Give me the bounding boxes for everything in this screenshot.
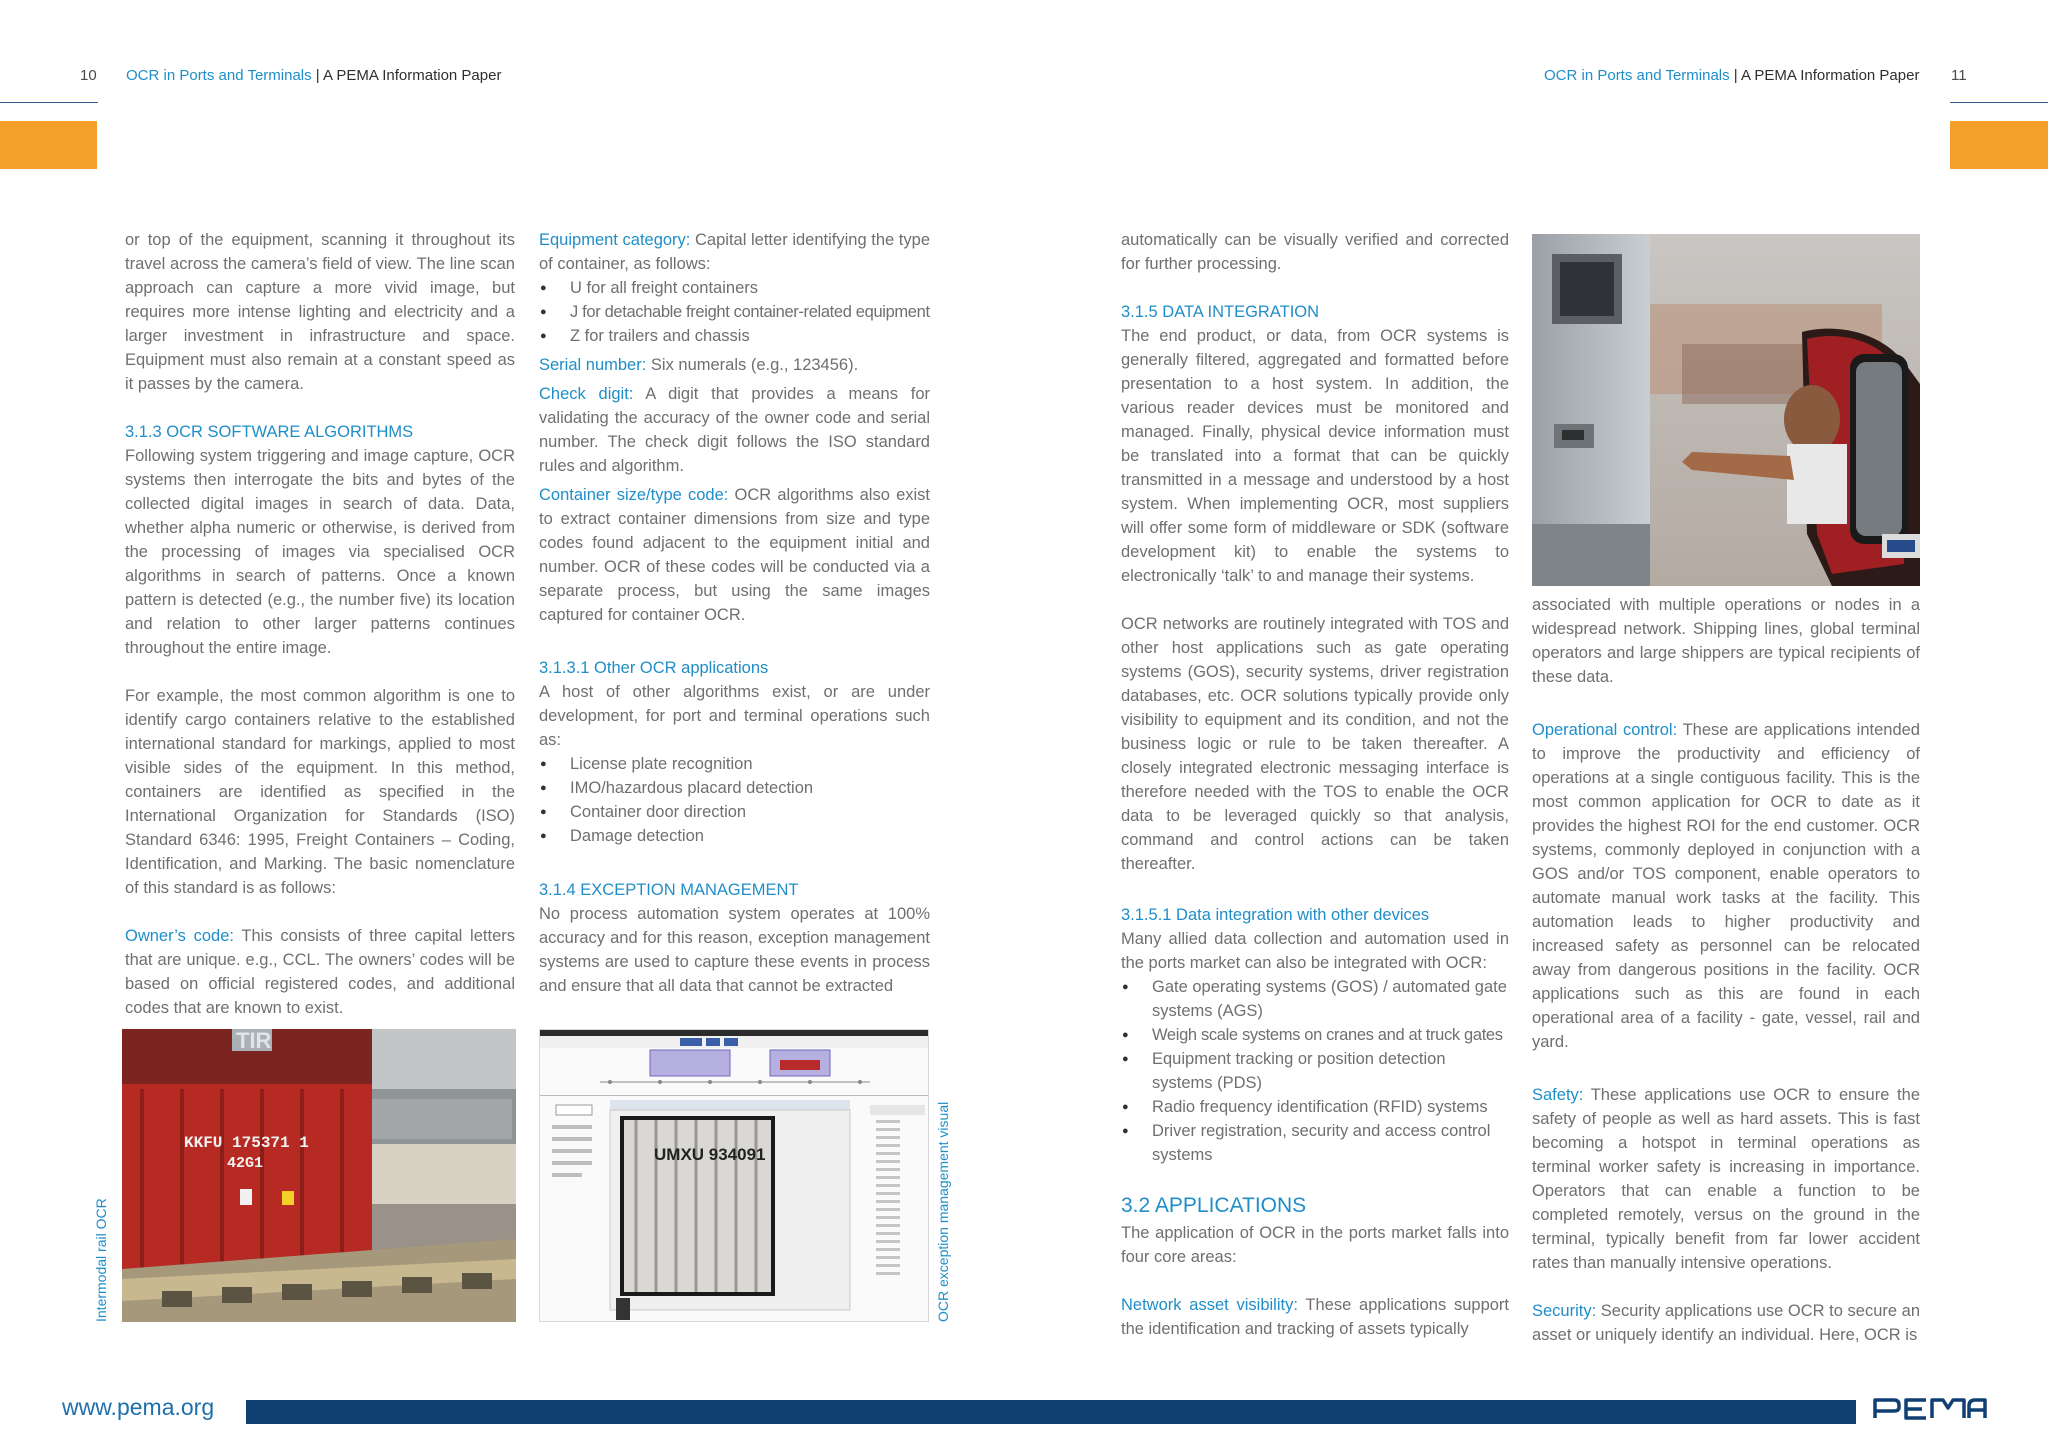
safety-paragraph [1532,1083,1920,1275]
list-item: ● Gate operating systems (GOS) / automated gate systems (AGS) [1121,975,1509,1023]
equipment-category-term: Equipment category: [539,231,691,249]
exception-management-screenshot [539,1029,929,1322]
right-running-title-dark: | A PEMA Information Paper [1729,67,1920,84]
operational-control-text: These are applications intended to improve the productivity and efficiency of operations at a single contiguous facility. This is the most common application for OCR to date as it provides the highest ROI for the end customer. OCR systems, commonly deployed in conjunction with a GOS and/or TOS component, enable operators to automate manual work tasks at the facility. This automation leads to higher productivity and increased safety as personnel can be relocated away from dangerous positions in the facility. OCR applications such as this are found in each operational area of a facility - gate, vessel, rail and yard. [1532,721,1920,1051]
list-item: ● IMO/hazardous placard detection [539,776,930,800]
exception-text: No process automation system operates at 100% accuracy and for this reason, exception management systems are used to capture these events in process and ensure that all data that cannot be extracted [539,905,930,995]
list-item: ● Container door direction [539,800,930,824]
exception-management-image [540,1030,929,1322]
heading-3-2: 3.2 APPLICATIONS [1121,1194,1307,1217]
owner-code-paragraph [125,924,515,1020]
left-header-rule [0,102,98,103]
col1-paragraph-3: For example, the most common algorithm is one to identify cargo containers relative to the established international standard for markings, applied to most visible sides of the equipment. In this method, containers are identified as specified in the International Organization for Standards (ISO) Standard 6346: 1995, Freight Containers – Coding, Identification, and Marking. The basic nomenclature of this standard is as follows: [125,687,515,897]
right-running-title-blue: OCR in Ports and Terminals [1544,67,1730,84]
left-running-title [126,67,501,84]
other-ocr-text: A host of other algorithms exist, or are under development, for port and terminal operations such as: [539,683,930,749]
check-digit-paragraph [539,382,930,478]
heading-3-1-3-1: 3.1.3.1 Other OCR applications [539,659,769,677]
rail-container-code: KKFU 175371 1 [184,1134,309,1152]
owner-code-term: Owner’s code: [125,927,234,945]
check-digit-term: Check digit: [539,385,634,403]
check-digit-text: A digit that provides a means for validating the accuracy of the owner code and serial number. The check digit follows the ISO standard rules and algorithm. [539,385,930,475]
column-4 [1532,593,1920,1347]
list-item: ● Driver registration, security and access control systems [1121,1119,1509,1167]
container-size-paragraph [539,483,930,627]
col3-paragraph-3: OCR networks are routinely integrated with TOS and other host applications such as gate operating systems (GOS), security systems, driver registration databases, etc. OCR solutions typically provide only visibility to equipment and its condition, and not the business logic or rule to be taken thereafter. A closely integrated electronic messaging interface is therefore needed with the TOS to enable the OCR data to be leveraged quickly so that analysis, command and control actions can be taken thereafter. [1121,615,1509,873]
col4-paragraph-1: associated with multiple operations or nodes in a widespread network. Shipping lines, global terminal operators and large shippers are typical recipients of these data. [1532,596,1920,686]
network-asset-term: Network asset visibility: [1121,1296,1298,1314]
equipment-category-paragraph [539,228,930,276]
col1-paragraph-1: or top of the equipment, scanning it throughout its travel across the camera’s field of view. The line scan approach can capture a more vivid image, but requires more intense lighting and electricity and a larger investment in infrastructure and space. Equipment must also remain at a constant speed as it passes by the camera. [125,231,515,393]
list-item: ● Damage detection [539,824,930,848]
equipment-category-text: Capital letter identifying the type of container, as follows: [539,231,930,273]
column-3 [1121,228,1509,1341]
right-running-title [1544,67,1919,84]
col3-paragraph-1: automatically can be visually verified and corrected for further processing. [1121,231,1509,273]
right-orange-tab [1950,121,2048,169]
column-2 [539,228,930,998]
safety-text: These applications use OCR to ensure the safety of people as well as hard assets. This is fast becoming a hotspot in terminal operations as terminal worker safety is increasing in importance. Operators that can enable a function to be completed remotely, versus on the ground in the terminal, typically benefit from far lower accident rates than manually intensive operations. [1532,1086,1920,1272]
intermodal-rail-photo [122,1029,516,1322]
integration-list [1121,975,1509,1167]
heading-3-1-5: 3.1.5 DATA INTEGRATION [1121,303,1320,321]
left-page-number: 10 [80,67,97,84]
driver-kiosk-image [1532,234,1920,586]
right-page-number: 11 [1951,67,1967,84]
list-item: ● J for detachable freight container-related equipment [539,300,930,324]
svg-text:TIR: TIR [236,1029,272,1053]
heading-3-1-3: 3.1.3 OCR SOFTWARE ALGORITHMS [125,423,414,441]
left-running-title-blue: OCR in Ports and Terminals [126,67,312,84]
security-text: Security applications use OCR to secure an asset or uniquely identify an individual. Here, OCR is [1532,1302,1920,1344]
column-1 [125,228,515,1020]
col3-paragraph-5: The application of OCR in the ports market falls into four core areas: [1121,1224,1509,1266]
rail-caption: Intermodal rail OCR [93,1198,109,1322]
col3-paragraph-4: Many allied data collection and automation used in the ports market can also be integrated with OCR: [1121,930,1509,972]
operational-control-paragraph [1532,718,1920,1054]
left-running-title-dark: | A PEMA Information Paper [311,67,502,84]
list-item: ● Radio frequency identification (RFID) systems [1121,1095,1509,1119]
intermodal-rail-image [122,1029,516,1322]
network-asset-paragraph [1121,1293,1509,1341]
network-asset-text: These applications support the identification and tracking of assets typically [1121,1296,1509,1338]
owner-code-text: This consists of three capital letters that are unique. e.g., CCL. The owners’ codes will be based on official registered codes, and additional codes that are known to exist. [125,927,515,1017]
list-item: ● Z for trailers and chassis [539,324,930,348]
footer-bar [246,1400,1856,1424]
security-term: Security: [1532,1302,1597,1320]
pema-logo [1872,1392,1988,1431]
col3-paragraph-2: The end product, or data, from OCR systems is generally filtered, aggregated and formatted before presentation to a host system. In addition, the various reader devices must be monitored and managed. Finally, physical device information must be translated into a format that can be quickly transmitted in a message and understood by a host system. When implementing OCR, most suppliers will offer some form of middleware or SDK (software development kit) to enable the systems to electronically ‘talk’ to and manage their systems. [1121,327,1509,585]
list-item: ● License plate recognition [539,752,930,776]
list-item: ● Weigh scale systems on cranes and at truck gates [1121,1023,1509,1047]
serial-number-text: Six numerals (e.g., 123456). [646,356,859,374]
equipment-category-list [539,276,930,348]
heading-3-1-4: 3.1.4 EXCEPTION MANAGEMENT [539,881,799,899]
left-orange-tab [0,121,97,169]
container-size-text: OCR algorithms also exist to extract container dimensions from size and type codes found adjacent to the equipment initial and number. OCR of these codes will be conducted via a separate process, but using the same images captured for container OCR. [539,486,930,624]
container-size-term: Container size/type code: [539,486,729,504]
right-header-rule [1950,102,2048,103]
heading-3-1-5-1: 3.1.5.1 Data integration with other devices [1121,906,1430,924]
exception-container-code: UMXU 934091 [654,1145,766,1164]
operational-control-term: Operational control: [1532,721,1678,739]
col1-paragraph-2: Following system triggering and image capture, OCR systems then interrogate the bits and bytes of the collected digital images in search of data. Data, whether alpha numeric or otherwise, is derived from the processing of images via specialised OCR algorithms in search of patterns. Once a known pattern is detected (e.g., the number five) its location and relation to other larger patterns continues throughout the entire image. [125,447,515,657]
footer-url[interactable]: www.pema.org [62,1394,215,1420]
other-ocr-list [539,752,930,848]
exception-caption: OCR exception management visual [935,1101,951,1322]
serial-number-paragraph [539,353,930,377]
list-item: ● Equipment tracking or position detection systems (PDS) [1121,1047,1509,1095]
safety-term: Safety: [1532,1086,1584,1104]
security-paragraph [1532,1299,1920,1347]
serial-number-term: Serial number: [539,356,647,374]
driver-kiosk-photo [1532,234,1920,586]
list-item: ● U for all freight containers [539,276,930,300]
rail-container-type: 42G1 [227,1155,264,1172]
pema-logo-mark [1872,1392,1988,1426]
